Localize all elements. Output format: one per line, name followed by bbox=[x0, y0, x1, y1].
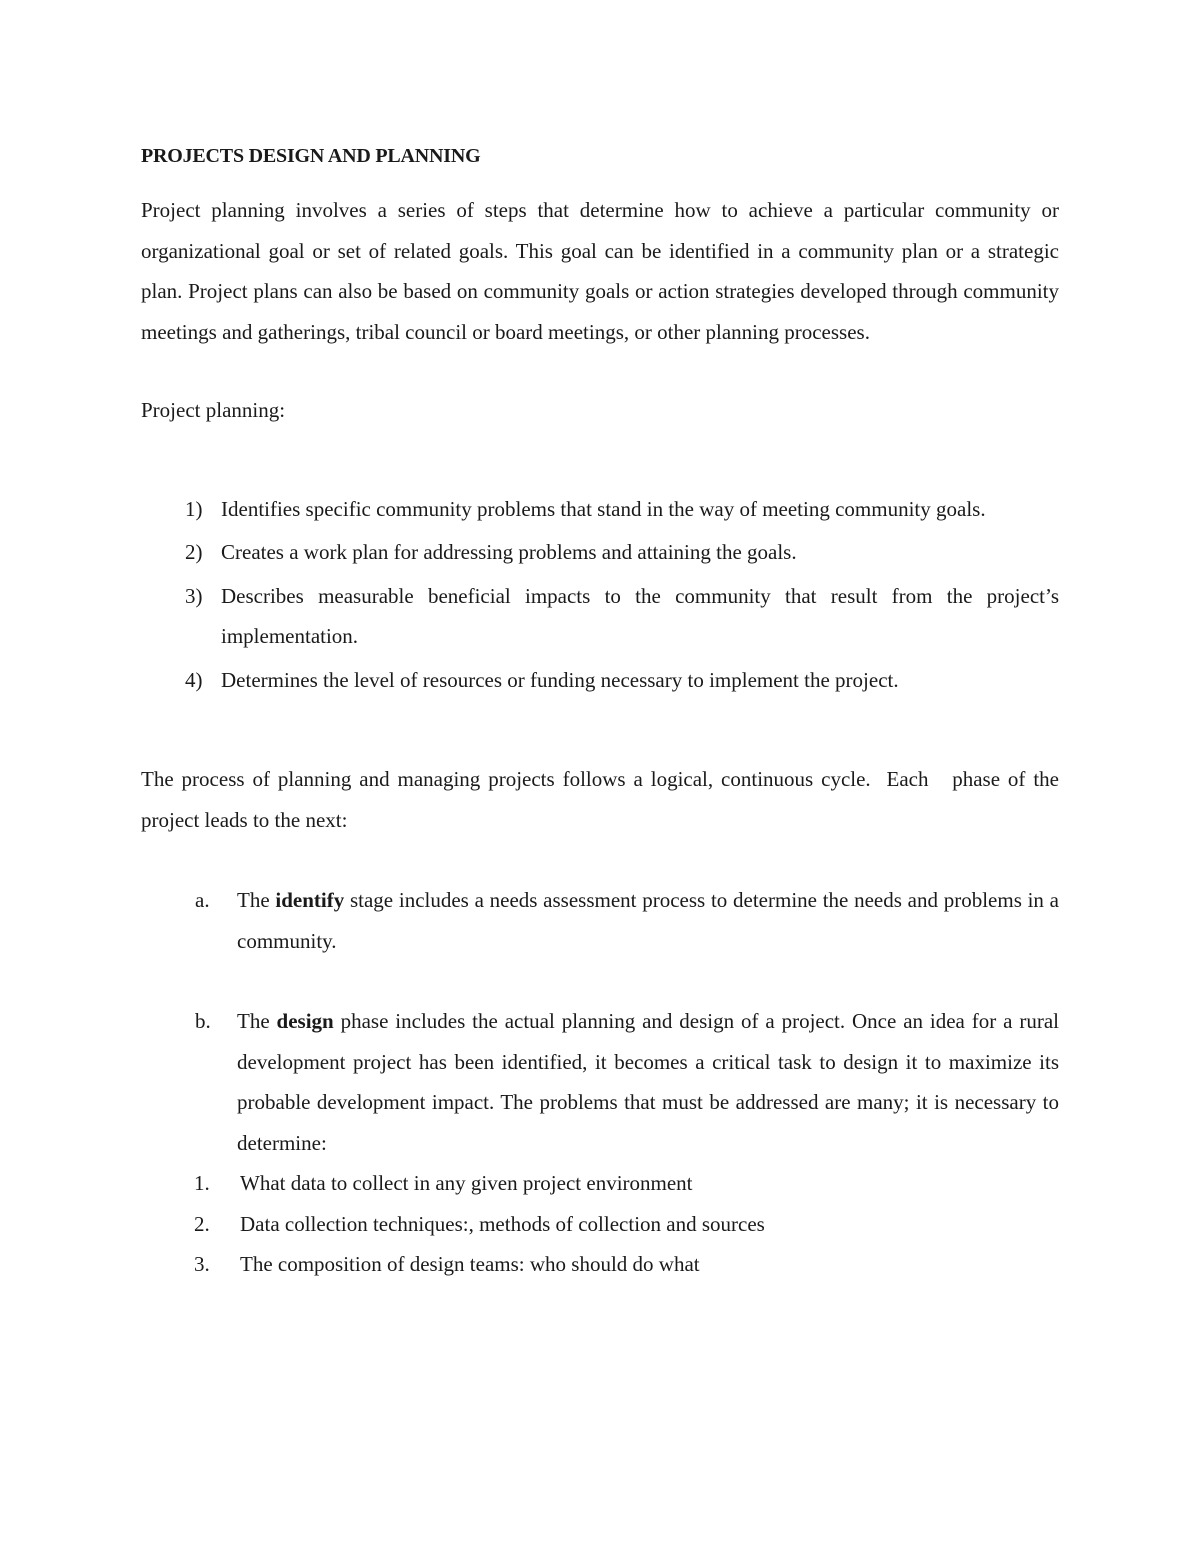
list-marker: 2) bbox=[185, 540, 203, 564]
list-item-text: Creates a work plan for addressing problems and attaining the goals. bbox=[221, 540, 797, 564]
list-item bbox=[141, 576, 1059, 657]
planning-label: Project planning: bbox=[141, 398, 286, 422]
list-marker: 1) bbox=[185, 496, 203, 521]
document-title: PROJECTS DESIGN AND PLANNING bbox=[141, 145, 481, 167]
phase-text: phase includes the actual planning and design of a project. Once an idea for a rural development project has been identified, it becomes a critical task to design it to maximize its probable development impact. The problems that must be addressed are many; it is necessary to determine: bbox=[237, 1009, 1065, 1155]
phase-item-design bbox=[141, 1001, 1065, 1163]
phase-keyword: identify bbox=[275, 888, 345, 912]
phase-lead: The bbox=[237, 888, 276, 912]
sublist-marker: 2. bbox=[194, 1211, 210, 1236]
sublist-item bbox=[141, 1244, 1059, 1285]
phase-lead: The bbox=[237, 1009, 277, 1033]
intro-paragraph: Project planning involves a series of steps that determine how to achieve a particular community or organizational goal or set of related goals. This goal can be identified in a community plan or a strategic plan. Project plans can also be based on community goals or action strategies developed through community meetings and gatherings, tribal council or board meetings, or other planning processes. bbox=[141, 198, 1059, 344]
sublist-marker: 1. bbox=[194, 1171, 210, 1195]
process-paragraph: The process of planning and managing projects follows a logical, continuous cycle. Each phase of the project leads to the next: bbox=[141, 767, 1065, 832]
list-item bbox=[141, 660, 1059, 701]
phase-item-identify bbox=[141, 880, 1065, 961]
phase-text: stage includes a needs assessment process to determine the needs and problems in a community. bbox=[237, 888, 1065, 953]
list-item bbox=[141, 532, 1059, 573]
document-body bbox=[141, 140, 1065, 1285]
list-item-text: Describes measurable beneficial impacts to the community that result from the project’s implementation. bbox=[221, 583, 1059, 648]
list-item bbox=[141, 489, 1059, 530]
sublist-marker: 3. bbox=[194, 1252, 210, 1276]
sublist-item bbox=[141, 1204, 1059, 1245]
list-item-text: Identifies specific community problems that stand in the way of meeting community goals. bbox=[221, 496, 986, 521]
phase-list bbox=[141, 880, 1065, 1163]
sublist-item-text: The composition of design teams: who should do what bbox=[240, 1252, 700, 1276]
sublist-item-text: Data collection techniques:, methods of collection and sources bbox=[240, 1211, 765, 1236]
design-sublist bbox=[141, 1163, 1059, 1285]
sublist-item bbox=[141, 1163, 1059, 1204]
planning-list bbox=[141, 489, 1059, 701]
list-marker: 4) bbox=[185, 667, 203, 692]
list-marker: 3) bbox=[185, 583, 203, 608]
phase-marker: a. bbox=[195, 888, 210, 912]
list-item-text: Determines the level of resources or funding necessary to implement the project. bbox=[221, 667, 899, 692]
phase-keyword: design bbox=[276, 1009, 334, 1033]
sublist-item-text: What data to collect in any given project environment bbox=[240, 1171, 693, 1195]
phase-marker: b. bbox=[195, 1009, 211, 1033]
